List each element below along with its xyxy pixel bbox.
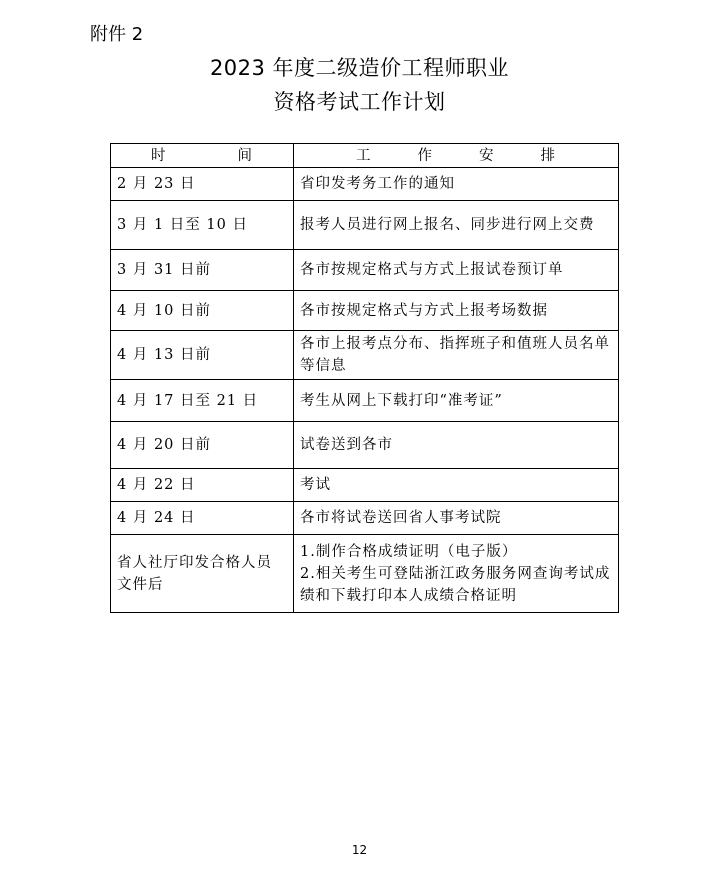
header-work-char: 工 — [356, 147, 372, 164]
time-cell: 3 月 31 日前 — [111, 250, 294, 291]
task-cell: 省印发考务工作的通知 — [294, 168, 619, 201]
table-header-row — [111, 144, 619, 168]
table-row — [111, 291, 619, 331]
time-cell: 4 月 17 日至 21 日 — [111, 380, 294, 422]
table-row — [111, 331, 619, 380]
task-cell: 各市将试卷送回省人事考试院 — [294, 502, 619, 535]
document-title-line-2: 资格考试工作计划 — [273, 90, 446, 114]
header-work — [294, 144, 619, 168]
task-line: 2.相关考生可登陆浙江政务服务网查询考试成绩和下载打印本人成绩合格证明 — [300, 565, 611, 604]
document-title-line-1: 2023 年度二级造价工程师职业 — [209, 56, 510, 80]
task-cell: 报考人员进行网上报名、同步进行网上交费 — [294, 201, 619, 250]
time-cell: 4 月 13 日前 — [111, 331, 294, 380]
table-row — [111, 469, 619, 502]
time-cell: 4 月 22 日 — [111, 469, 294, 502]
task-cell: 考生从网上下载打印“准考证” — [294, 380, 619, 422]
task-cell: 试卷送到各市 — [294, 422, 619, 469]
time-cell: 4 月 20 日前 — [111, 422, 294, 469]
task-line: 1.制作合格成绩证明（电子版） — [300, 543, 518, 560]
header-work-char: 排 — [540, 147, 556, 164]
table-row — [111, 422, 619, 469]
page-number: 12 — [351, 843, 368, 857]
time-cell: 4 月 24 日 — [111, 502, 294, 535]
table-row — [111, 380, 619, 422]
header-time-char: 间 — [237, 147, 253, 164]
time-cell: 3 月 1 日至 10 日 — [111, 201, 294, 250]
time-cell: 2 月 23 日 — [111, 168, 294, 201]
time-cell: 4 月 10 日前 — [111, 291, 294, 331]
task-cell: 考试 — [294, 469, 619, 502]
header-time — [111, 144, 294, 168]
header-work-char: 作 — [417, 147, 433, 164]
attachment-label: 附件 2 — [90, 24, 144, 45]
task-cell: 各市按规定格式与方式上报考场数据 — [294, 291, 619, 331]
task-cell — [294, 535, 619, 613]
table-row — [111, 201, 619, 250]
table-row — [111, 250, 619, 291]
schedule-table — [110, 143, 619, 613]
header-time-char: 时 — [151, 147, 167, 164]
table-row — [111, 502, 619, 535]
header-work-char: 安 — [479, 147, 495, 164]
task-cell: 各市上报考点分布、指挥班子和值班人员名单等信息 — [294, 331, 619, 380]
table-row — [111, 168, 619, 201]
task-cell: 各市按规定格式与方式上报试卷预订单 — [294, 250, 619, 291]
table-row — [111, 535, 619, 613]
time-cell: 省人社厅印发合格人员文件后 — [111, 535, 294, 613]
